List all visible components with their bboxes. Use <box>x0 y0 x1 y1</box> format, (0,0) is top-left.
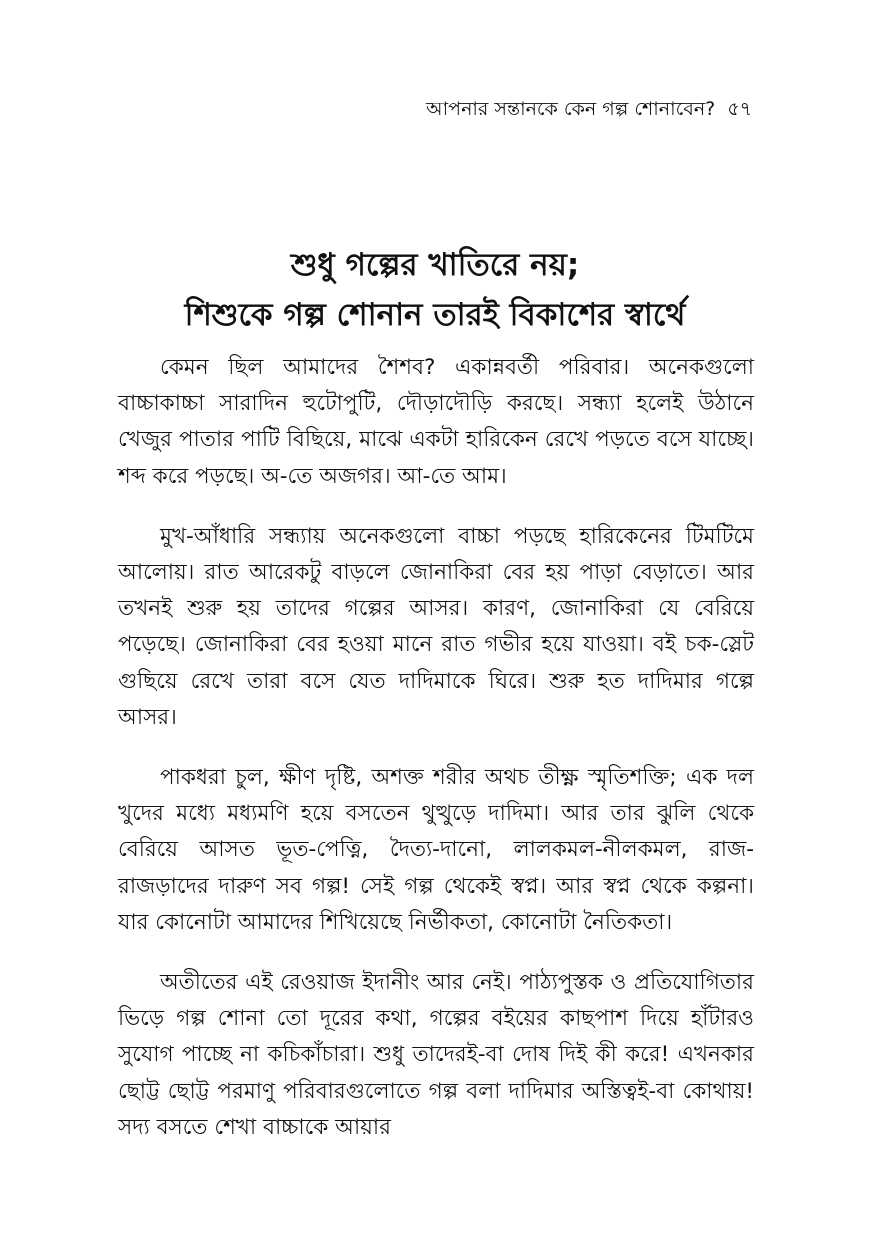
paragraph-4: অতীতের এই রেওয়াজ ইদানীং আর নেই। পাঠ্যপুস্তক ও প্রতিযোগিতার ভিড়ে গল্প শোনা তো দূরের কথা, গল্পের বইয়ের কাছপাশ দিয়ে হাঁটারও সুযোগ পাচ্ছে না কচিকাঁচারা। শুধু তাদেরই-বা দোষ দিই কী করে! এখনকার ছোট্ট ছোট্ট পরমাণু পরিবারগুলোতে গল্প বলা দাদিমার অস্তিত্বই-বা কোথায়! সদ্য বসতে শেখা বাচ্চাকে আয়ার <box>118 970 754 1140</box>
chapter-title <box>110 240 760 340</box>
running-header <box>426 96 752 122</box>
paragraph-1: কেমন ছিল আমাদের শৈশব? একান্নবর্তী পরিবার। অনেকগুলো বাচ্চাকাচ্চা সারাদিন হুটোপুটি, দৌড়াদৌড়ি করছে। সন্ধ্যা হলেই উঠানে খেজুর পাতার পাটি বিছিয়ে, মাঝে একটা হারিকেন রেখে পড়তে বসে যাচ্ছে। শব্দ করে পড়ছে। অ-তে অজগর। আ-তে আম। <box>118 355 754 489</box>
page-number: ৫৭ <box>727 98 752 120</box>
body-text <box>118 350 754 1170</box>
paragraph-2: মুখ-আঁধারি সন্ধ্যায় অনেকগুলো বাচ্চা পড়ছে হারিকেনের টিমটিমে আলোয়। রাত আরেকটু বাড়লে জোনাকিরা বের হয় পাড়া বেড়াতে। আর তখনই শুরু হয় তাদের গল্পের আসর। কারণ, জোনাকিরা যে বেরিয়ে পড়েছে। জোনাকিরা বের হওয়া মানে রাত গভীর হয়ে যাওয়া। বই চক-স্লেট গুছিয়ে রেখে তারা বসে যেত দাদিমাকে ঘিরে। শুরু হত দাদিমার গল্পে আসর। <box>118 523 754 730</box>
paragraph-3: পাকধরা চুল, ক্ষীণ দৃষ্টি, অশক্ত শরীর অথচ তীক্ষ্ণ স্মৃতিশক্তি; এক দল খুদের মধ্যে মধ্যমণি হয়ে বসতেন থুত্থুড়ে দাদিমা। আর তার ঝুলি থেকে বেরিয়ে আসত ভূত-পেত্নি, দৈত্য-দানো, লালকমল-নীলকমল, রাজ-রাজড়াদের দারুণ সব গল্প! সেই গল্প থেকেই স্বপ্ন। আর স্বপ্ন থেকে কল্পনা। যার কোনোটা আমাদের শিখিয়েছে নির্ভীকতা, কোনোটা নৈতিকতা। <box>118 765 754 935</box>
chapter-title-line-2: শিশুকে গল্প শোনান তারই বিকাশের স্বার্থে <box>184 297 686 333</box>
running-header-title: আপনার সন্তানকে কেন গল্প শোনাবেন? <box>426 98 716 120</box>
chapter-title-line-1: শুধু গল্পের খাতিরে নয়; <box>290 247 580 283</box>
